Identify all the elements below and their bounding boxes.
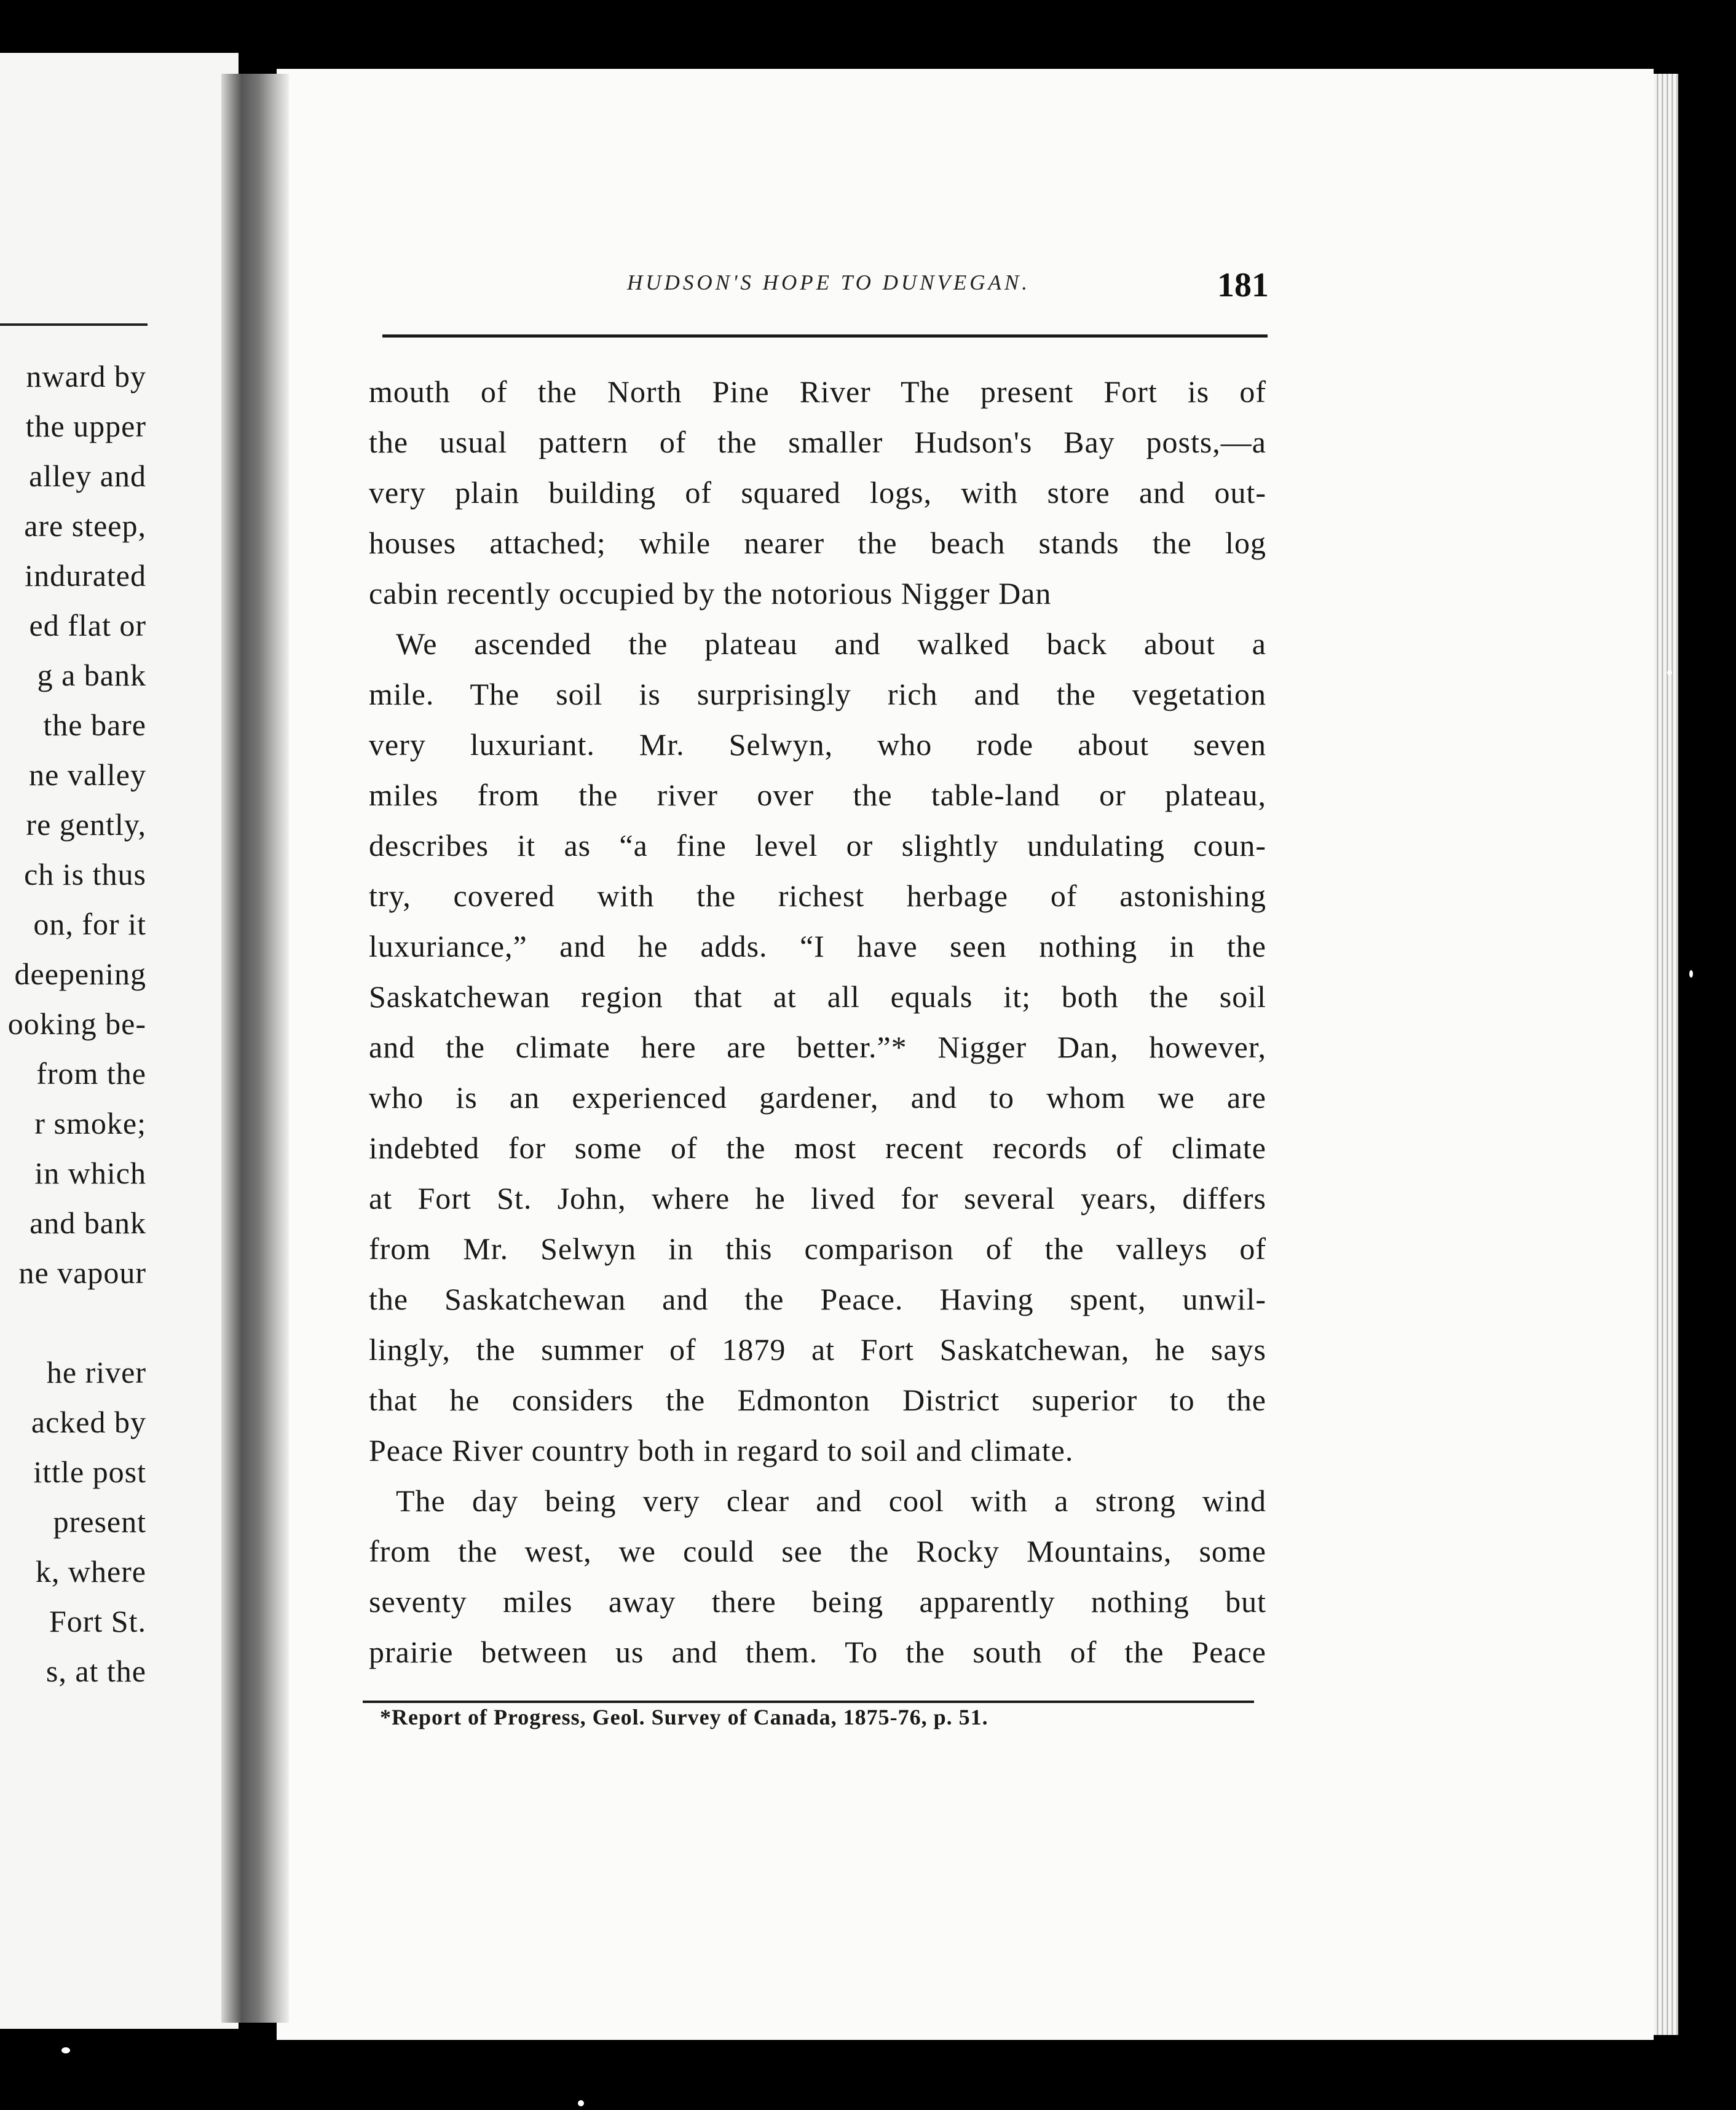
page-number: 181 <box>1217 266 1269 304</box>
book-gutter <box>221 74 289 2023</box>
body-line: miles from the river over the table-land or plateau, <box>369 778 1266 812</box>
left-line: and bank <box>30 1206 146 1240</box>
left-line: Fort St. <box>49 1604 146 1638</box>
left-paragraph-gap <box>0 1298 146 1348</box>
left-line: in which <box>34 1156 146 1190</box>
left-line: present <box>53 1504 146 1539</box>
left-page <box>0 53 239 2029</box>
body-line: Peace River country both in regard to soil and climate. <box>369 1433 1074 1468</box>
left-line: alley and <box>29 459 146 493</box>
left-line: ne valley <box>29 757 146 792</box>
left-line: from the <box>36 1056 146 1091</box>
footnote-rule <box>363 1701 1254 1703</box>
body-line: indebted for some of the most recent records of climate <box>369 1131 1266 1165</box>
left-page-text <box>0 352 146 1696</box>
body-line: lingly, the summer of 1879 at Fort Saskatchewan, he says <box>369 1332 1266 1367</box>
body-line: the usual pattern of the smaller Hudson's Bay posts,—a <box>369 425 1266 459</box>
left-line: the upper <box>25 409 146 443</box>
body-line: at Fort St. John, where he lived for several years, differs <box>369 1181 1266 1215</box>
left-line: g a bank <box>37 658 146 692</box>
body-line: describes it as “a fine level or slightly undulating coun- <box>369 828 1266 863</box>
header-rule <box>382 334 1268 338</box>
left-line: nward by <box>26 359 146 393</box>
body-text <box>369 366 1266 1677</box>
left-line: acked by <box>31 1405 146 1439</box>
body-line: the Saskatchewan and the Peace. Having spent, unwil- <box>369 1282 1266 1316</box>
body-line: from the west, we could see the Rocky Mountains, some <box>369 1534 1266 1568</box>
body-line: We ascended the plateau and walked back about a <box>396 626 1266 661</box>
body-line: very plain building of squared logs, with store and out- <box>369 475 1266 510</box>
running-head: HUDSON'S HOPE TO DUNVEGAN. <box>627 271 1031 294</box>
body-line: and the climate here are better.”* Nigger Dan, however, <box>369 1030 1266 1064</box>
body-line: mouth of the North Pine River The present Fort is of <box>369 374 1266 409</box>
footnote: *Report of Progress, Geol. Survey of Canada, 1875-76, p. 51. <box>380 1705 988 1729</box>
scan-speck <box>61 2047 70 2053</box>
left-line: ooking be- <box>7 1006 146 1041</box>
left-line: the bare <box>43 708 146 742</box>
body-line: cabin recently occupied by the notorious Nigger Dan <box>369 576 1052 610</box>
body-line: try, covered with the richest herbage of astonishing <box>369 879 1266 913</box>
left-line: r smoke; <box>34 1106 146 1140</box>
body-line: luxuriance,” and he adds. “I have seen nothing in the <box>369 929 1266 963</box>
left-line: re gently, <box>26 807 146 842</box>
body-line: who is an experienced gardener, and to whom we are <box>369 1080 1266 1115</box>
left-line: ittle post <box>33 1455 146 1489</box>
scan-speck <box>1689 970 1693 978</box>
body-line: houses attached; while nearer the beach stands the log <box>369 526 1266 560</box>
left-line: k, where <box>35 1554 146 1589</box>
left-line: ch is thus <box>24 857 146 891</box>
left-line: are steep, <box>24 508 146 543</box>
left-page-rule <box>0 323 148 326</box>
left-line: s, at the <box>45 1654 146 1688</box>
body-line: from Mr. Selwyn in this comparison of the valleys of <box>369 1231 1266 1266</box>
left-line: indurated <box>25 558 146 593</box>
left-line: ed flat or <box>29 608 146 642</box>
body-line: very luxuriant. Mr. Selwyn, who rode about seven <box>369 727 1266 762</box>
body-line: Saskatchewan region that at all equals it; both the soil <box>369 979 1266 1014</box>
body-line: prairie between us and them. To the south of the Peace <box>369 1635 1266 1669</box>
left-line: ne vapour <box>18 1255 146 1290</box>
body-line: seventy miles away there being apparently nothing but <box>369 1584 1266 1619</box>
body-line: The day being very clear and cool with a strong wind <box>396 1484 1266 1518</box>
page-edges <box>1654 74 1678 2035</box>
body-line: mile. The soil is surprisingly rich and the vegetation <box>369 677 1266 711</box>
scan-speck <box>578 2100 584 2106</box>
left-line: he river <box>46 1355 146 1389</box>
scan-speck <box>1667 670 1672 675</box>
left-line: deepening <box>14 957 146 991</box>
left-line: on, for it <box>33 907 146 941</box>
body-line: that he considers the Edmonton District superior to the <box>369 1383 1266 1417</box>
